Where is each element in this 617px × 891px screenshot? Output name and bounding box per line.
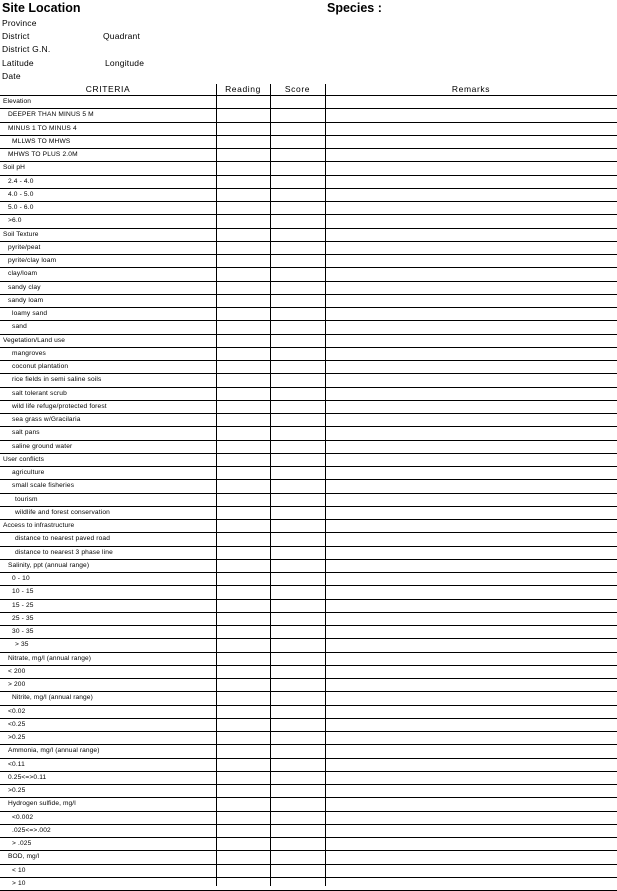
criteria-option-row (0, 149, 617, 162)
criteria-option-row (0, 507, 617, 520)
criteria-option-label: distance to nearest 3 phase line (15, 548, 113, 556)
species-title: Species : (327, 1, 382, 15)
criteria-category-label: Elevation (3, 98, 32, 105)
criteria-option-row (0, 494, 617, 507)
criteria-option-label: < 200 (8, 667, 26, 675)
criteria-table (0, 96, 617, 891)
criteria-option-label: DEEPER THAN MINUS 5 M (8, 111, 94, 119)
criteria-option-label: 2.4 - 4.0 (8, 177, 34, 185)
criteria-option-label: 0 - 10 (12, 575, 30, 582)
province-label: Province (2, 18, 37, 28)
criteria-option-row (0, 202, 617, 215)
criteria-option-label: sandy clay (8, 283, 41, 291)
criteria-option-row (0, 480, 617, 493)
criteria-option-row (0, 613, 617, 626)
criteria-option-label: sandy loam (8, 296, 44, 304)
criteria-option-row (0, 189, 617, 202)
criteria-option-row (0, 282, 617, 295)
criteria-option-row (0, 679, 617, 692)
criteria-option-label: pyrite/peat (8, 243, 41, 251)
criteria-option-label: wildlife and forest conservation (15, 508, 110, 516)
criteria-option-row (0, 785, 617, 798)
criteria-option-label: sand (12, 323, 27, 331)
criteria-category-label: Nitrite, mg/l (annual range) (12, 694, 93, 702)
criteria-option-label: <0.25 (8, 720, 26, 728)
criteria-option-row (0, 361, 617, 374)
criteria-category-row (0, 560, 617, 573)
criteria-category-row (0, 229, 617, 242)
criteria-option-row (0, 109, 617, 122)
criteria-option-label: >0.25 (8, 734, 26, 741)
criteria-category-row (0, 520, 617, 533)
criteria-option-row (0, 706, 617, 719)
criteria-option-label: > .025 (12, 840, 32, 847)
criteria-option-label: agriculture (12, 469, 45, 476)
criteria-category-label: Nitrate, mg/l (annual range) (8, 654, 92, 662)
criteria-option-row (0, 176, 617, 189)
criteria-option-label: > 200 (8, 681, 26, 688)
criteria-option-label: >6.0 (8, 217, 22, 225)
criteria-category-row (0, 745, 617, 758)
criteria-category-label: Salinity, ppt (annual range) (8, 561, 90, 569)
criteria-option-label: saline ground water (12, 442, 73, 450)
latitude-label: Latitude (2, 58, 34, 68)
criteria-category-label: Hydrogen sulfide, mg/l (8, 800, 76, 808)
criteria-category-row (0, 162, 617, 175)
criteria-option-label: 10 - 15 (12, 588, 34, 596)
criteria-option-row (0, 321, 617, 334)
criteria-option-row (0, 547, 617, 560)
longitude-label: Longitude (105, 58, 145, 68)
district-gn-label: District G.N. (2, 44, 51, 54)
column-header-criteria: CRITERIA (85, 84, 131, 94)
criteria-option-row (0, 533, 617, 546)
criteria-option-label: mangroves (12, 349, 46, 357)
criteria-option-row (0, 586, 617, 599)
criteria-option-row (0, 865, 617, 878)
column-header-remarks: Remarks (451, 84, 491, 94)
criteria-option-label: loamy sand (12, 310, 48, 317)
criteria-category-row (0, 335, 617, 348)
criteria-option-row (0, 573, 617, 586)
criteria-option-label: rice fields in semi saline soils (12, 376, 102, 384)
criteria-option-row (0, 467, 617, 480)
column-header-reading: Reading (225, 84, 261, 94)
criteria-option-label: <0.02 (8, 707, 26, 715)
criteria-option-row (0, 838, 617, 851)
criteria-category-label: BOD, mg/l (8, 853, 40, 861)
criteria-option-label: 25 - 35 (12, 614, 34, 622)
column-header-score: Score (284, 84, 311, 94)
criteria-option-label: <0.002 (12, 813, 34, 821)
criteria-option-row (0, 639, 617, 652)
criteria-option-label: tourism (15, 495, 38, 503)
criteria-option-row (0, 348, 617, 361)
criteria-option-label: .025<=>.002 (12, 826, 51, 834)
criteria-option-label: 15 - 25 (12, 601, 34, 609)
criteria-category-label: Access to infrastructure (3, 522, 75, 529)
criteria-category-label: Soil pH (3, 164, 25, 172)
criteria-option-label: small scale fisheries (12, 482, 75, 490)
criteria-option-row (0, 123, 617, 136)
criteria-category-row (0, 798, 617, 811)
criteria-option-row (0, 825, 617, 838)
criteria-option-label: distance to nearest paved road (15, 535, 111, 543)
criteria-option-row (0, 215, 617, 228)
criteria-option-label: MHWS TO PLUS 2.0M (8, 151, 78, 158)
criteria-option-label: 30 - 35 (12, 628, 34, 635)
criteria-option-row (0, 812, 617, 825)
criteria-option-row (0, 427, 617, 440)
criteria-option-label: < 10 (12, 866, 26, 874)
date-label: Date (2, 71, 21, 81)
criteria-option-label: pyrite/clay loam (8, 257, 57, 264)
site-location-title: Site Location (2, 1, 81, 15)
criteria-option-row (0, 732, 617, 745)
criteria-option-label: 4.0 - 5.0 (8, 190, 34, 198)
quadrant-label: Quadrant (103, 31, 141, 41)
criteria-option-label: >0.25 (8, 787, 26, 794)
criteria-option-row (0, 401, 617, 414)
criteria-option-row (0, 878, 617, 891)
criteria-option-row (0, 414, 617, 427)
criteria-category-row (0, 454, 617, 467)
criteria-category-label: Vegetation/Land use (3, 336, 66, 344)
criteria-option-row (0, 666, 617, 679)
criteria-option-label: wild life refuge/protected forest (12, 402, 107, 410)
criteria-option-row (0, 255, 617, 268)
criteria-option-label: > 35 (15, 641, 29, 649)
criteria-option-label: salt tolerant scrub (12, 389, 67, 397)
criteria-category-label: Ammonia, mg/l (annual range) (8, 747, 100, 755)
criteria-option-label: sea grass w/Gracilaria (12, 416, 81, 423)
criteria-option-label: 0.25<=>0.11 (8, 773, 47, 781)
criteria-option-row (0, 441, 617, 454)
criteria-option-row (0, 268, 617, 281)
criteria-option-label: salt pans (12, 429, 40, 437)
district-label: District (2, 31, 30, 41)
criteria-option-row (0, 308, 617, 321)
criteria-category-label: User conflicts (3, 455, 44, 463)
criteria-option-label: 5.0 - 6.0 (8, 204, 34, 211)
criteria-option-row (0, 772, 617, 785)
criteria-category-row (0, 851, 617, 864)
criteria-option-row (0, 759, 617, 772)
criteria-option-label: > 10 (12, 879, 26, 887)
criteria-option-label: coconut plantation (12, 363, 69, 370)
criteria-option-row (0, 242, 617, 255)
criteria-option-row (0, 719, 617, 732)
criteria-category-row (0, 96, 617, 109)
criteria-category-row (0, 692, 617, 705)
criteria-option-row (0, 388, 617, 401)
criteria-option-label: MLLWS TO MHWS (12, 137, 71, 145)
criteria-option-row (0, 600, 617, 613)
criteria-category-label: Soil Texture (3, 230, 39, 238)
criteria-option-row (0, 136, 617, 149)
criteria-option-row (0, 374, 617, 387)
criteria-option-label: MINUS 1 TO MINUS 4 (8, 124, 77, 132)
criteria-option-row (0, 295, 617, 308)
criteria-option-label: clay/loam (8, 270, 38, 278)
criteria-category-row (0, 653, 617, 666)
criteria-option-row (0, 626, 617, 639)
criteria-option-label: <0.11 (8, 760, 25, 768)
